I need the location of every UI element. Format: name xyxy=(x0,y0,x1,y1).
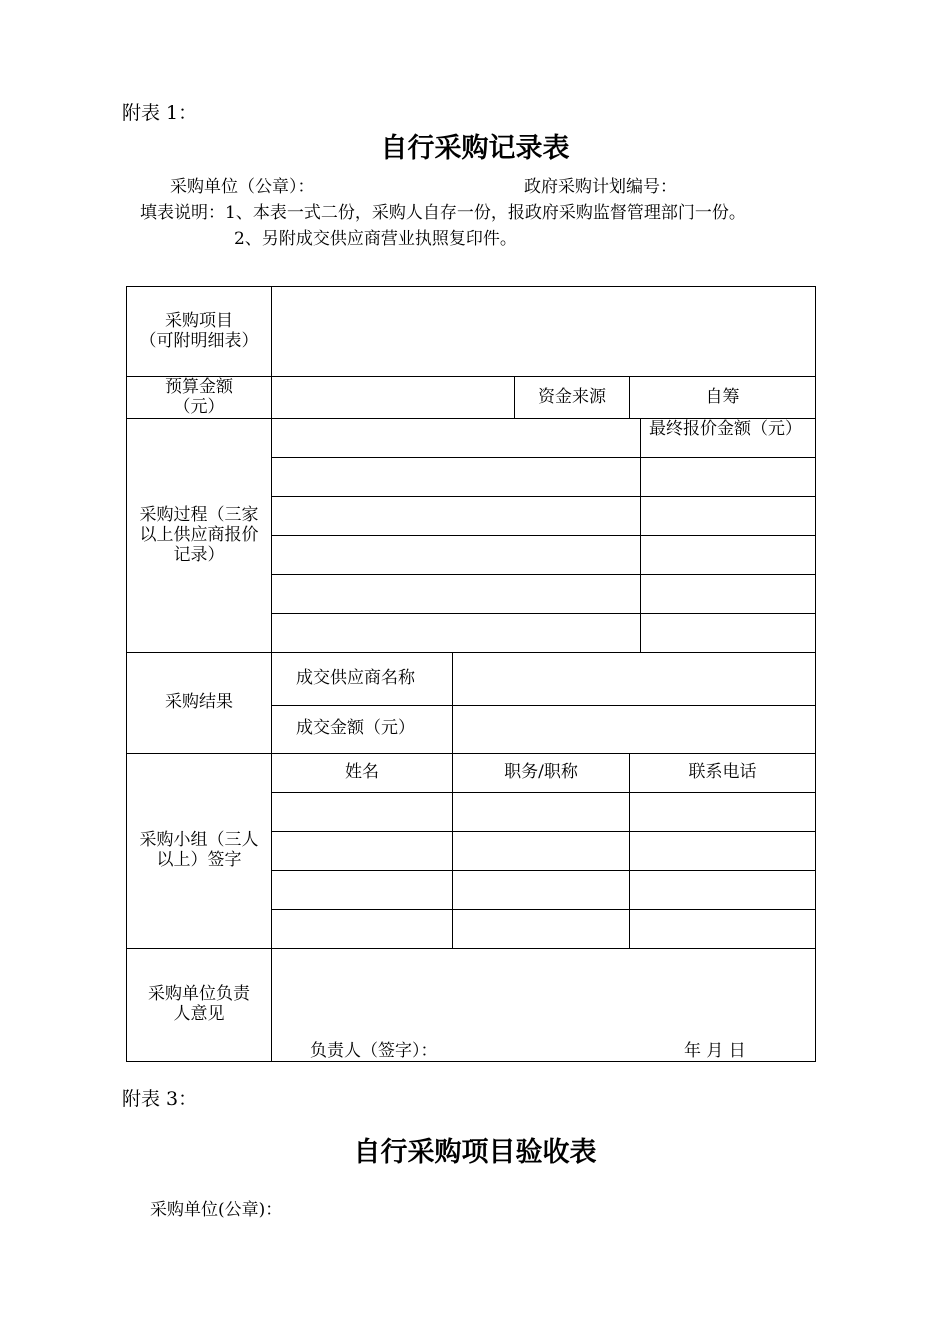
col-phone-header: 联系电话 xyxy=(630,753,816,792)
quote-amount-cell[interactable] xyxy=(641,614,816,653)
purchasing-unit-label: 采购单位（公章）： xyxy=(170,177,315,197)
quote-amount-cell[interactable] xyxy=(641,458,816,497)
member-title-cell[interactable] xyxy=(453,909,630,948)
quote-amount-cell[interactable] xyxy=(641,536,816,575)
project-label-cell xyxy=(127,287,272,377)
opinion-input-cell[interactable] xyxy=(272,948,816,1061)
team-label: 采购小组（三人以上）签字 xyxy=(127,753,272,948)
process-label: 采购过程（三家以上供应商报价记录） xyxy=(127,419,272,653)
quote-supplier-cell[interactable] xyxy=(272,575,641,614)
final-quote-label: 最终报价金额（元） xyxy=(641,419,816,458)
quote-supplier-cell[interactable] xyxy=(272,419,641,458)
instructions-line-1: 填表说明：1、本表一式二份，采购人自存一份，报政府采购监督管理部门一份。 xyxy=(140,203,746,223)
member-name-cell[interactable] xyxy=(272,870,453,909)
member-title-cell[interactable] xyxy=(453,831,630,870)
budget-label: 预算金额 xyxy=(165,377,233,398)
member-name-cell[interactable] xyxy=(272,831,453,870)
result-label: 采购结果 xyxy=(127,653,272,753)
acceptance-unit-label: 采购单位(公章)： xyxy=(150,1200,283,1220)
appendix-3-label: 附表 3： xyxy=(122,1088,198,1110)
member-title-cell[interactable] xyxy=(453,792,630,831)
member-phone-cell[interactable] xyxy=(630,870,816,909)
opinion-label: 采购单位负责人意见 xyxy=(127,948,272,1061)
plan-number-label: 政府采购计划编号： xyxy=(524,177,677,197)
member-name-cell[interactable] xyxy=(272,909,453,948)
supplier-name-input[interactable] xyxy=(453,653,816,705)
appendix-1-label: 附表 1： xyxy=(122,102,198,124)
quote-supplier-cell[interactable] xyxy=(272,536,641,575)
project-label-note: （可附明细表） xyxy=(139,330,259,351)
member-phone-cell[interactable] xyxy=(630,909,816,948)
instructions-line-2: 2、另附成交供应商营业执照复印件。 xyxy=(234,229,517,249)
member-title-cell[interactable] xyxy=(453,870,630,909)
quote-supplier-cell[interactable] xyxy=(272,614,641,653)
fund-source-value: 自筹 xyxy=(630,377,816,419)
member-name-cell[interactable] xyxy=(272,792,453,831)
budget-label-cell xyxy=(127,377,272,419)
supplier-name-label: 成交供应商名称 xyxy=(272,653,453,705)
deal-amount-input[interactable] xyxy=(453,705,816,753)
project-input-cell[interactable] xyxy=(272,287,816,377)
col-title-header: 职务/职称 xyxy=(453,753,630,792)
project-label: 采购项目 xyxy=(165,311,233,331)
member-phone-cell[interactable] xyxy=(630,792,816,831)
member-phone-cell[interactable] xyxy=(630,831,816,870)
procurement-record-table xyxy=(126,286,816,1062)
budget-unit: （元） xyxy=(173,396,225,417)
quote-supplier-cell[interactable] xyxy=(272,497,641,536)
acceptance-form-title: 自行采购项目验收表 xyxy=(353,1137,597,1168)
date-label: 年 月 日 xyxy=(684,1040,746,1061)
budget-input-cell[interactable] xyxy=(272,377,515,419)
quote-supplier-cell[interactable] xyxy=(272,458,641,497)
signer-label: 负责人（签字）： xyxy=(310,1040,438,1061)
col-name-header: 姓名 xyxy=(272,753,453,792)
deal-amount-label: 成交金额（元） xyxy=(272,705,453,753)
quote-amount-cell[interactable] xyxy=(641,575,816,614)
fund-source-label: 资金来源 xyxy=(515,377,630,419)
record-form-title: 自行采购记录表 xyxy=(380,133,570,164)
quote-amount-cell[interactable] xyxy=(641,497,816,536)
